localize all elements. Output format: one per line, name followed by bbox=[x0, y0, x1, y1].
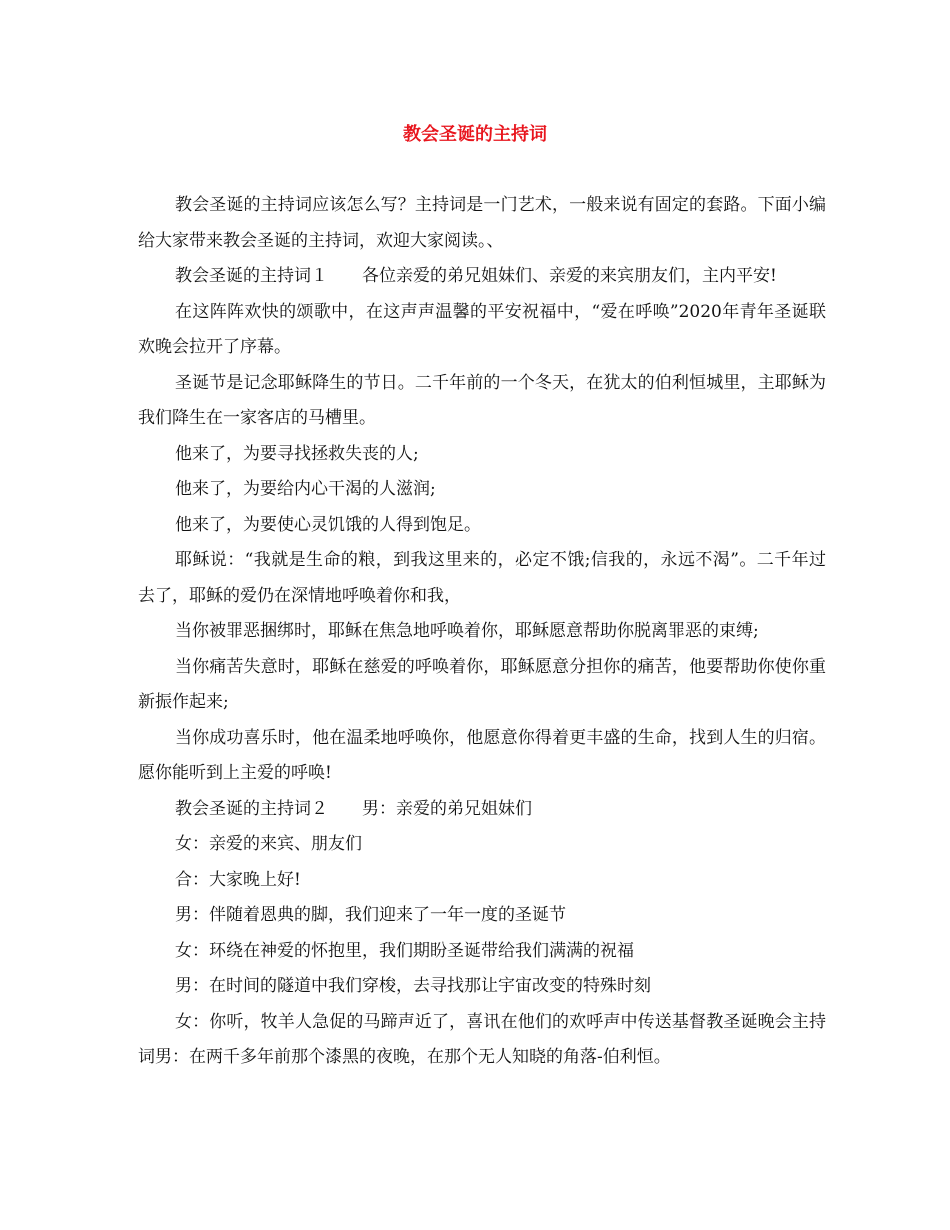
paragraph-17: 男：在时间的隧道中我们穿梭，去寻找那让宇宙改变的特殊时刻 bbox=[175, 976, 651, 996]
paragraph-8: 耶稣说：“我就是生命的粮，到我这里来的，必定不饿;信我的，永远不渴”。二千年过去了，耶稣的爱仍在深情地呼唤着你和我， bbox=[138, 550, 826, 606]
document-body bbox=[138, 188, 826, 1076]
paragraph-13: 女：亲爱的来宾、朋友们 bbox=[175, 834, 362, 854]
paragraph-14: 合：大家晚上好! bbox=[175, 869, 301, 890]
paragraph-12: 教会圣诞的主持词２ 男：亲爱的弟兄姐妹们 bbox=[175, 798, 532, 819]
paragraph-11: 当你成功喜乐时，他在温柔地呼唤你，他愿意你得着更丰盛的生命，找到人生的归宿。愿你能听到上主爱的呼唤! bbox=[138, 727, 826, 783]
document-title: 教会圣诞的主持词 bbox=[403, 124, 547, 145]
paragraph-15: 男：伴随着恩典的脚，我们迎来了一年一度的圣诞节 bbox=[175, 905, 566, 925]
paragraph-3: 在这阵阵欢快的颂歌中，在这声声温馨的平安祝福中，“爱在呼唤”2020年青年圣诞联欢晚会拉开了序幕。 bbox=[138, 301, 826, 357]
paragraph-7: 他来了，为要使心灵饥饿的人得到饱足。 bbox=[175, 514, 481, 535]
paragraph-10: 当你痛苦失意时，耶稣在慈爱的呼唤着你，耶稣愿意分担你的痛苦，他要帮助你使你重新振作起来; bbox=[138, 656, 826, 712]
paragraph-1: 教会圣诞的主持词应该怎么写？主持词是一门艺术，一般来说有固定的套路。下面小编给大家带来教会圣诞的主持词，欢迎大家阅读。、 bbox=[138, 195, 826, 251]
paragraph-2: 教会圣诞的主持词１ 各位亲爱的弟兄姐妹们、亲爱的来宾朋友们，主内平安! bbox=[175, 266, 777, 286]
paragraph-6: 他来了，为要给内心干渴的人滋润; bbox=[175, 479, 436, 499]
paragraph-4: 圣诞节是记念耶稣降生的节日。二千年前的一个冬天，在犹太的伯利恒城里，主耶稣为我们降生在一家客店的马槽里。 bbox=[138, 372, 826, 428]
paragraph-5: 他来了，为要寻找拯救失丧的人; bbox=[175, 443, 419, 464]
paragraph-16: 女：环绕在神爱的怀抱里，我们期盼圣诞带给我们满满的祝福 bbox=[175, 940, 634, 961]
paragraph-18: 女：你听，牧羊人急促的马蹄声近了，喜讯在他们的欢呼声中传送基督教圣诞晚会主持词男：在两千多年前那个漆黑的夜晚，在那个无人知晓的角落-伯利恒。 bbox=[138, 1011, 826, 1067]
paragraph-9: 当你被罪恶捆绑时，耶稣在焦急地呼唤着你，耶稣愿意帮助你脱离罪恶的束缚; bbox=[175, 621, 759, 641]
